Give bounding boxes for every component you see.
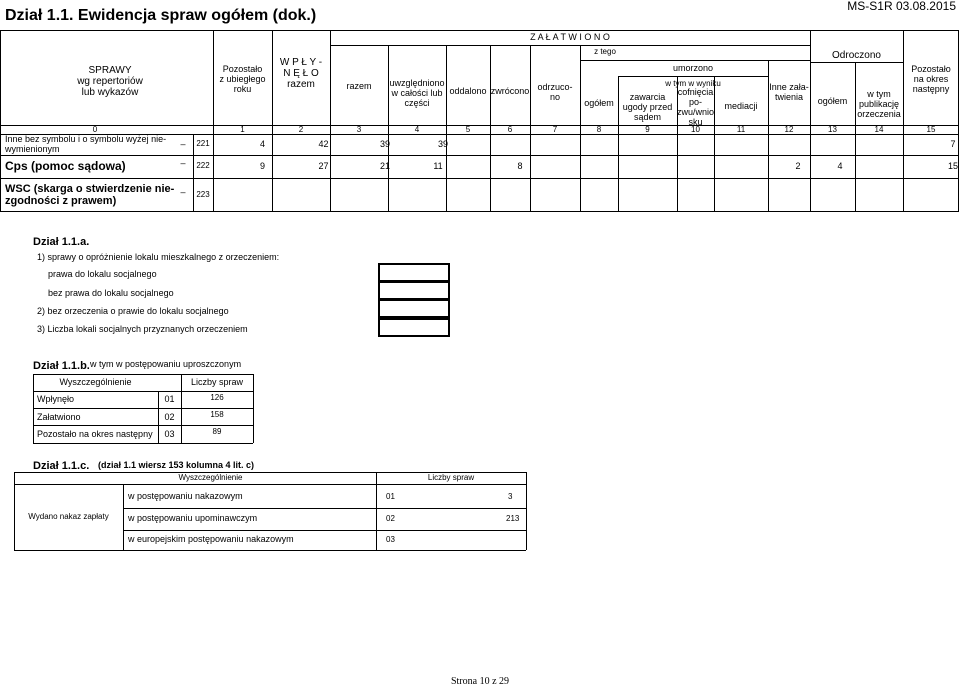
row-223-label: WSC (skarga o stwierdzenie nie- zgodności z prawem) <box>5 183 175 208</box>
section-c-row1-value: 3 <box>508 492 513 501</box>
row-221-label: Inne bez symbolu i o symbolu wyżej nie- wymienionym <box>5 134 167 154</box>
colnum-5: 5 <box>465 125 471 134</box>
page-footer: Strona 10 z 29 <box>450 676 510 687</box>
header-oddalono: oddalono <box>449 86 487 96</box>
header-w-tym-w-wyniku: w tym w wyniku <box>665 79 721 88</box>
colnum-4: 4 <box>414 125 420 134</box>
header-inne-zalatwienia: Inne zała- twienia <box>769 82 809 102</box>
section-b-col-count: Liczby spraw <box>190 377 244 387</box>
section-c-row1-label: w postępowaniu nakazowym <box>128 491 243 501</box>
section-b-row2-num: 02 <box>164 412 175 422</box>
row-222-num: 222 <box>196 161 210 170</box>
section-a-item2: 2) bez orzeczenia o prawie do lokalu socjalnego <box>37 306 229 316</box>
row-222-c1: 9 <box>259 161 265 171</box>
section-b-row2-label: Załatwiono <box>37 412 81 422</box>
header-odroczono-ogolem: ogółem <box>817 96 848 106</box>
row-222-dash: – <box>180 158 186 168</box>
section-a-item3: 3) Liczba lokali socjalnych przyznanych orzeczeniem <box>37 324 248 334</box>
header-odroczono: Odroczono <box>832 50 881 61</box>
section-c-col-spec: Wyszczególnienie <box>178 473 243 482</box>
page-title: Dział 1.1. Ewidencja spraw ogółem (dok.) <box>5 7 317 24</box>
header-razem: razem <box>346 81 372 91</box>
colnum-3: 3 <box>356 125 362 134</box>
header-zawarcia: zawarcia ugody przed sądem <box>622 92 673 122</box>
header-wplynelo: W P Ł Y - N Ę Ł O razem <box>279 57 323 90</box>
section-c-subtitle: (dział 1.1 wiersz 153 kolumna 4 lit. c) <box>98 460 255 470</box>
row-223-dash: – <box>180 187 186 197</box>
header-zalatwiono: Z A Ł A T W I O N O <box>530 32 610 42</box>
row-222-c15: 15 <box>947 161 958 171</box>
section-a-value-2[interactable] <box>378 299 450 318</box>
section-c-title: Dział 1.1.c. <box>33 460 90 472</box>
section-b-title: Dział 1.1.b. <box>33 360 90 372</box>
row-222-c3: 21 <box>379 161 390 171</box>
section-c-row2-label: w postępowaniu upominawczym <box>128 513 258 523</box>
colnum-1: 1 <box>240 125 245 134</box>
section-c-row2-num: 02 <box>386 514 395 523</box>
section-c-group-label: Wydano nakaz zapłaty <box>28 512 109 521</box>
section-a-item1: 1) sprawy o opróżnienie lokalu mieszkalnego z orzeczeniem: <box>37 252 280 262</box>
section-b-row3-label: Pozostało na okres następny <box>37 429 153 439</box>
row-223-num: 223 <box>196 190 210 199</box>
colnum-9: 9 <box>645 125 650 134</box>
section-a-value-3[interactable] <box>378 318 450 337</box>
header-uwzgledniono: uwzględniono w całości lub części <box>389 78 445 108</box>
row-222-c4: 11 <box>433 161 443 171</box>
header-mediacji: mediacji <box>724 101 758 111</box>
row-222-c13: 4 <box>837 161 843 171</box>
section-c-row3-label: w europejskim postępowaniu nakazowym <box>128 534 294 544</box>
header-pozostalo-ubiegly: Pozostało z ubiegłego roku <box>219 64 266 94</box>
section-c-col-count: Liczby spraw <box>427 473 475 482</box>
header-w-tym-publikacje: w tym publikację orzeczenia <box>857 89 901 119</box>
row-222-label: Cps (pomoc sądowa) <box>5 159 126 173</box>
row-221-c4: 39 <box>437 139 448 149</box>
section-b-row3-num: 03 <box>164 429 175 439</box>
row-221-c3: 39 <box>379 139 390 149</box>
header-umorzono: umorzono <box>672 63 714 73</box>
header-z-tego: z tego <box>594 47 616 56</box>
section-b-row2-value: 158 <box>210 410 224 419</box>
row-221-dash: – <box>180 139 186 149</box>
colnum-12: 12 <box>784 125 794 134</box>
section-b-row1-num: 01 <box>164 394 175 404</box>
header-pozostalo-nastepny: Pozostało na okres następny <box>911 64 951 94</box>
form-code: MS-S1R 03.08.2015 <box>847 0 956 13</box>
colnum-7: 7 <box>552 125 558 134</box>
section-c-row2-value: 213 <box>506 514 520 523</box>
colnum-13: 13 <box>828 125 837 134</box>
section-a-item1a: prawa do lokalu socjalnego <box>48 269 157 279</box>
row-222-c12: 2 <box>795 161 801 171</box>
colnum-10: 10 <box>691 125 700 134</box>
colnum-6: 6 <box>507 125 513 134</box>
header-cofniecia: cofnięcia po- zwu/wnio sku <box>677 87 715 127</box>
section-b-row1-label: Wpłynęło <box>37 394 75 404</box>
section-b-row1-value: 126 <box>210 393 224 402</box>
section-a-value-1b[interactable] <box>378 281 450 300</box>
section-b-subtitle: w tym w postępowaniu uproszczonym <box>90 359 242 369</box>
colnum-0: 0 <box>92 125 98 134</box>
header-odrzucono: odrzuco- no <box>537 82 573 102</box>
section-b-col-spec: Wyszczególnienie <box>59 377 132 387</box>
row-221-c1: 4 <box>259 139 265 149</box>
colnum-2: 2 <box>298 125 304 134</box>
row-222-c7: 8 <box>517 161 523 171</box>
row-221-num: 221 <box>196 139 210 148</box>
section-a-title: Dział 1.1.a. <box>33 236 90 248</box>
section-c-row3-num: 03 <box>386 535 395 544</box>
header-sprawy: SPRAWY wg repertoriów lub wykazów <box>77 65 143 98</box>
header-umorzono-ogolem: ogółem <box>584 98 614 108</box>
section-a-item1b: bez prawa do lokalu socjalnego <box>48 288 174 298</box>
colnum-14: 14 <box>874 125 884 134</box>
section-b-row3-value: 89 <box>212 427 222 436</box>
section-c-row1-num: 01 <box>386 492 395 501</box>
colnum-8: 8 <box>596 125 602 134</box>
row-221-c15: 7 <box>950 139 956 149</box>
row-221-c2: 42 <box>318 139 329 149</box>
colnum-15: 15 <box>926 125 936 134</box>
row-222-c2: 27 <box>318 161 329 171</box>
colnum-11: 11 <box>736 125 746 134</box>
section-a-value-1a[interactable] <box>378 263 450 282</box>
header-zwrocono: zwrócono <box>490 86 530 96</box>
